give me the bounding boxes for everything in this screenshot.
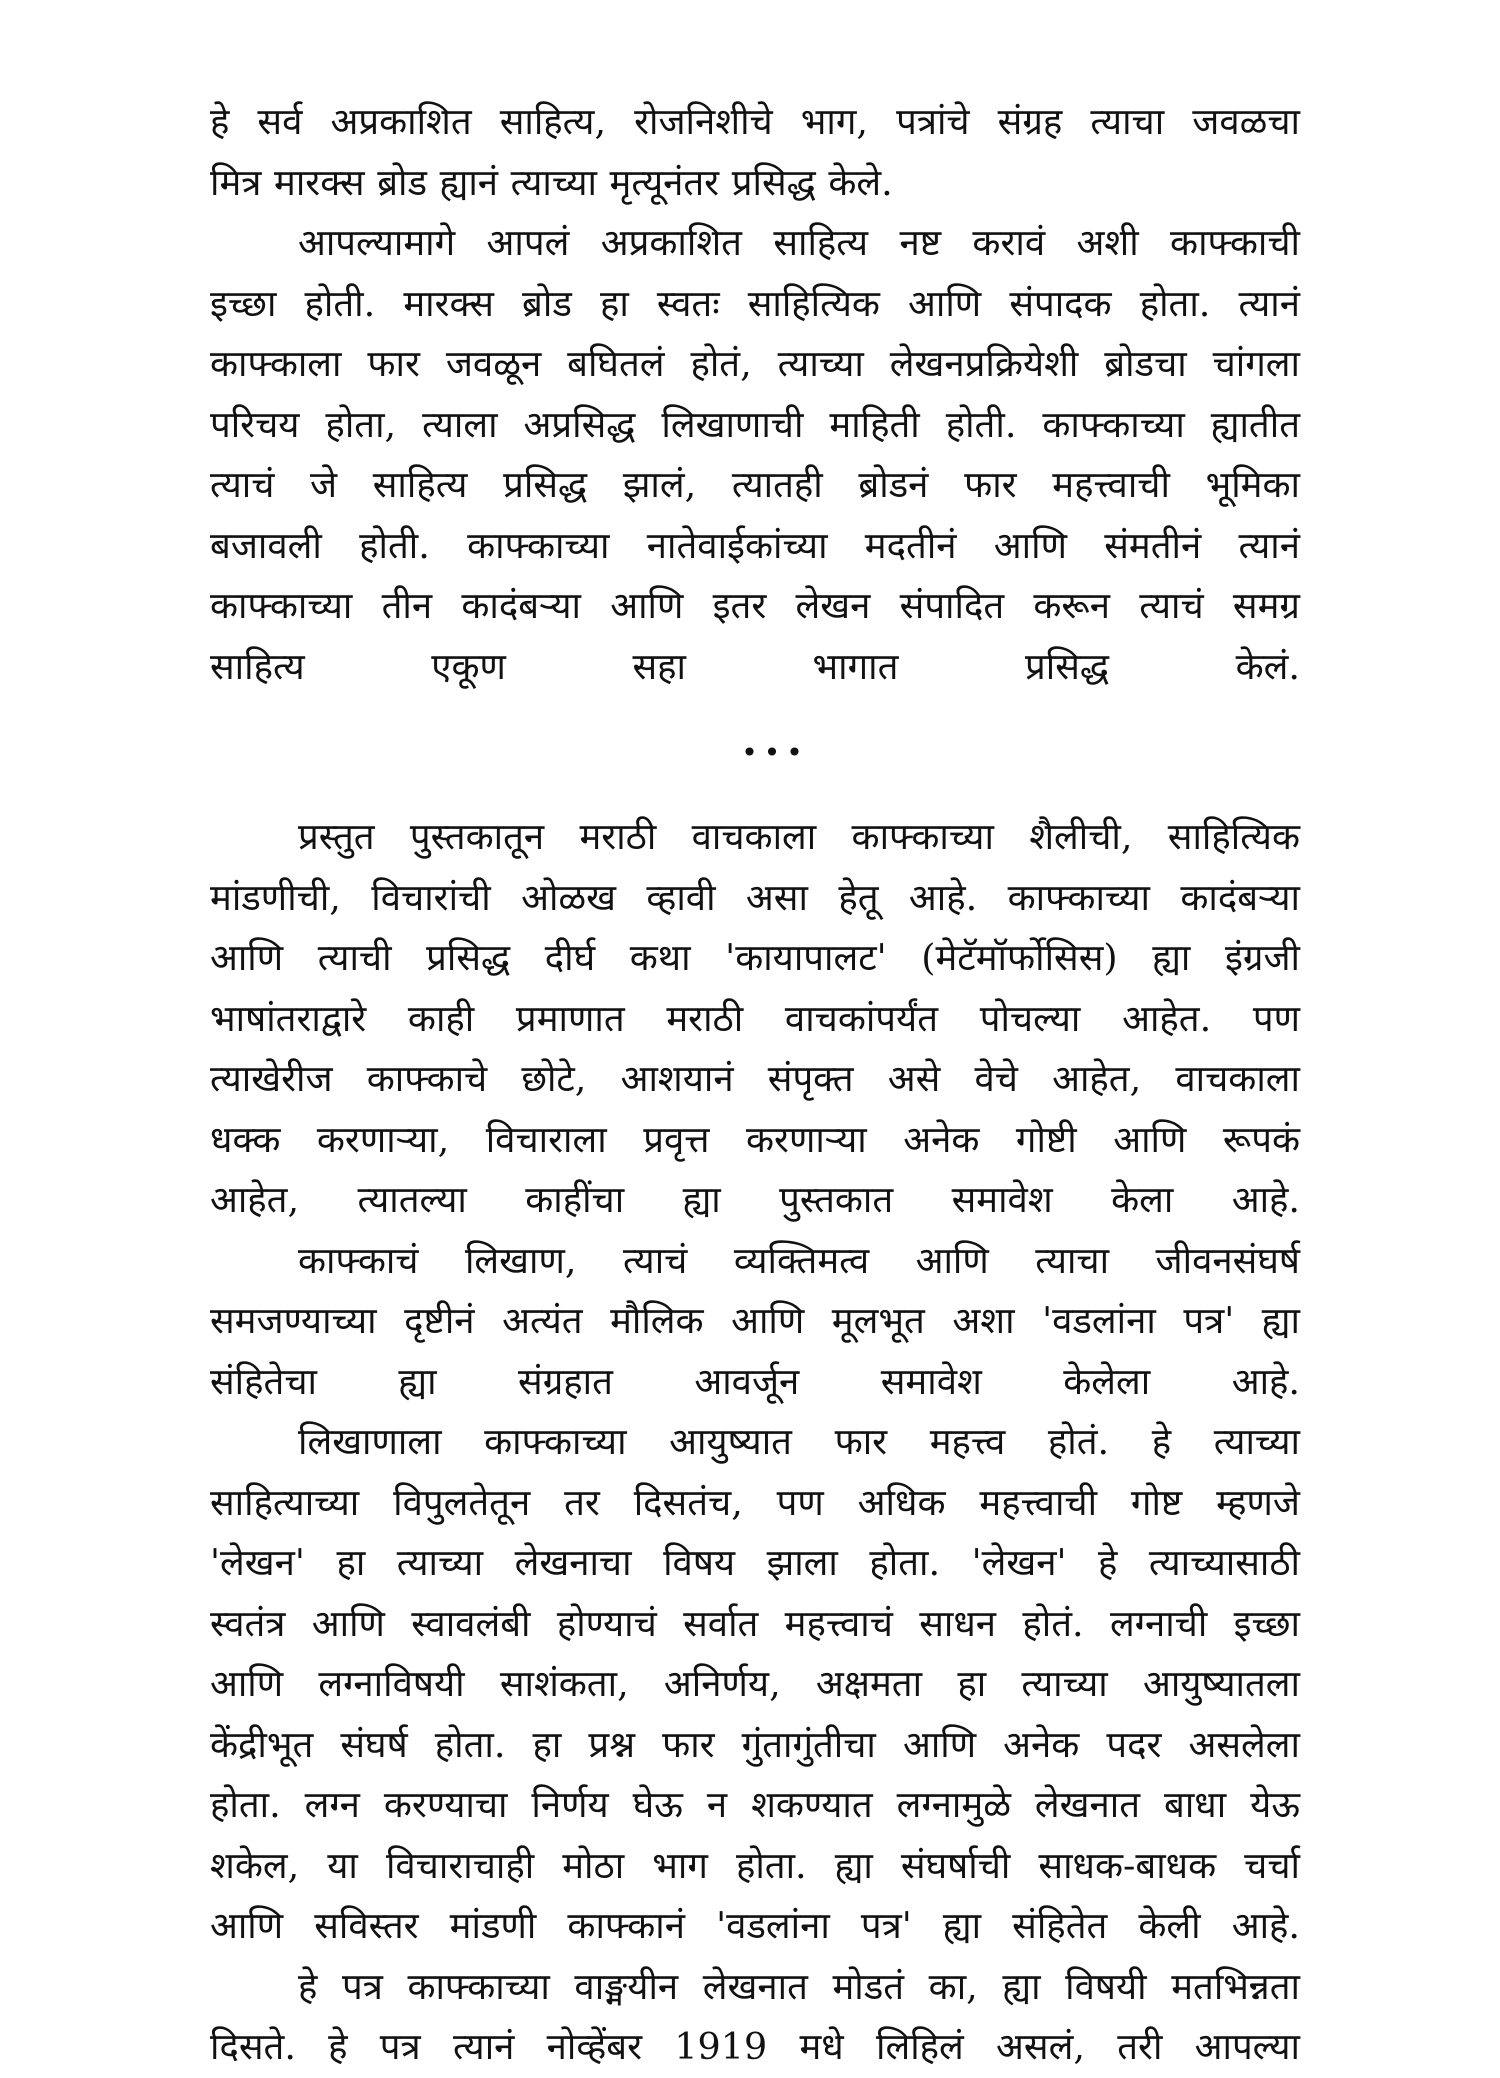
text-block-bottom (210, 807, 1300, 2078)
text-line: हे सर्व अप्रकाशित साहित्य, रोजनिशीचे भाग, पत्रांचे संग्रह त्याचा जवळचा (210, 100, 1300, 143)
text-line: त्याखेरीज काफ्काचे छोटे, आशयानं संपृक्त असे वेचे आहेत, वाचकाला (210, 1057, 1300, 1100)
paragraph-2 (210, 213, 1300, 697)
text-line: लिखाणाला काफ्काच्या आयुष्यात फार महत्त्व होतं. हे त्याच्या (298, 1420, 1300, 1463)
text-block-top (210, 92, 1300, 697)
text-line: बजावली होती. काफ्काच्या नातेवाईकांच्या मदतीनं आणि संमतीनं त्यानं (210, 523, 1300, 567)
paragraph-4 (210, 1231, 1300, 1413)
text-line: काफ्काचं लिखाण, त्याचं व्यक्तिमत्व आणि त्याचा जीवनसंघर्ष (298, 1238, 1300, 1282)
text-line: आणि लग्नाविषयी साशंकता, अनिर्णय, अक्षमता हा त्याच्या आयुष्यातला (210, 1662, 1300, 1705)
text-line: शकेल, या विचाराचाही मोठा भाग होता. ह्या संघर्षाची साधक-बाधक चर्चा (210, 1843, 1300, 1887)
paragraph-6 (210, 1957, 1300, 2078)
text-line: प्रस्तुत पुस्तकातून मराठी वाचकाला काफ्काच्या शैलीची, साहित्यिक (298, 815, 1300, 858)
text-line: काफ्काला फार जवळून बघितलं होतं, त्याच्या लेखनप्रक्रियेशी ब्रोडचा चांगला (210, 342, 1300, 385)
text-line: होता. लग्न करण्याचा निर्णय घेऊ न शकण्यात लग्नामुळे लेखनात बाधा येऊ (210, 1783, 1300, 1826)
text-line: भाषांतराद्वारे काही प्रमाणात मराठी वाचकांपर्यंत पोचल्या आहेत. पण (210, 996, 1300, 1040)
document-page (210, 92, 1300, 2078)
text-line: संहितेचा ह्या संग्रहात आवर्जून समावेश केलेला आहे. (210, 1359, 1300, 1403)
text-line: मित्र मारक्स ब्रोड ह्यानं त्याच्या मृत्यूनंतर प्रसिद्ध केले. (210, 160, 893, 204)
text-line: काफ्काच्या तीन कादंबऱ्या आणि इतर लेखन संपादित करून त्याचं समग्र (210, 584, 1300, 627)
paragraph-5 (210, 1412, 1300, 1957)
text-line: 'लेखन' हा त्याच्या लेखनाचा विषय झाला होता. 'लेखन' हे त्याच्यासाठी (210, 1541, 1300, 1584)
text-line: साहित्याच्या विपुलतेतून तर दिसतंच, पण अधिक महत्त्वाची गोष्ट म्हणजे (210, 1480, 1300, 1524)
text-line: आणि सविस्तर मांडणी काफ्कानं 'वडलांना पत्र' ह्या संहितेत केली आहे. (210, 1904, 1300, 1947)
text-line: मांडणीची, विचारांची ओळख व्हावी असा हेतू आहे. काफ्काच्या कादंबऱ्या (210, 875, 1300, 919)
text-line: केंद्रीभूत संघर्ष होता. हा प्रश्न फार गुंतागुंतीचा आणि अनेक पदर असलेला (210, 1722, 1300, 1766)
paragraph-1 (210, 92, 1300, 213)
text-line: साहित्य एकूण सहा भागात प्रसिद्ध केलं. (210, 644, 1300, 688)
text-line: आहेत, त्यातल्या काहींचा ह्या पुस्तकात समावेश केला आहे. (210, 1178, 1300, 1221)
text-line: हे पत्र काफ्काच्या वाङ्मयीन लेखनात मोडतं का, ह्या विषयी मतभिन्नता (298, 1964, 1300, 2008)
text-line: त्याचं जे साहित्य प्रसिद्ध झालं, त्यातही ब्रोडनं फार महत्त्वाची भूमिका (210, 463, 1300, 506)
text-line: स्वतंत्र आणि स्वावलंबी होण्याचं सर्वात महत्त्वाचं साधन होतं. लग्नाची इच्छा (210, 1601, 1300, 1645)
text-line: आपल्यामागे आपलं अप्रकाशित साहित्य नष्ट करावं अशी काफ्काची (298, 221, 1300, 264)
text-line: परिचय होता, त्याला अप्रसिद्ध लिखाणाची माहिती होती. काफ्काच्या ह्यातीत (210, 402, 1300, 446)
paragraph-3 (210, 807, 1300, 1231)
text-line: इच्छा होती. मारक्स ब्रोड हा स्वतः साहित्यिक आणि संपादक होता. त्यानं (210, 281, 1300, 325)
section-separator: ••• (741, 736, 809, 769)
text-line: समजण्याच्या दृष्टीनं अत्यंत मौलिक आणि मूलभूत अशा 'वडलांना पत्र' ह्या (210, 1299, 1300, 1342)
text-line: धक्क करणाऱ्या, विचाराला प्रवृत्त करणाऱ्या अनेक गोष्टी आणि रूपकं (210, 1117, 1300, 1161)
text-line: दिसते. हे पत्र त्यानं नोव्हेंबर 1919 मधे लिहिलं असलं, तरी आपल्या (210, 2025, 1300, 2068)
text-line: आणि त्याची प्रसिद्ध दीर्घ कथा 'कायापालट' (मेटॅमॉर्फोसिस) ह्या इंग्रजी (210, 936, 1300, 979)
